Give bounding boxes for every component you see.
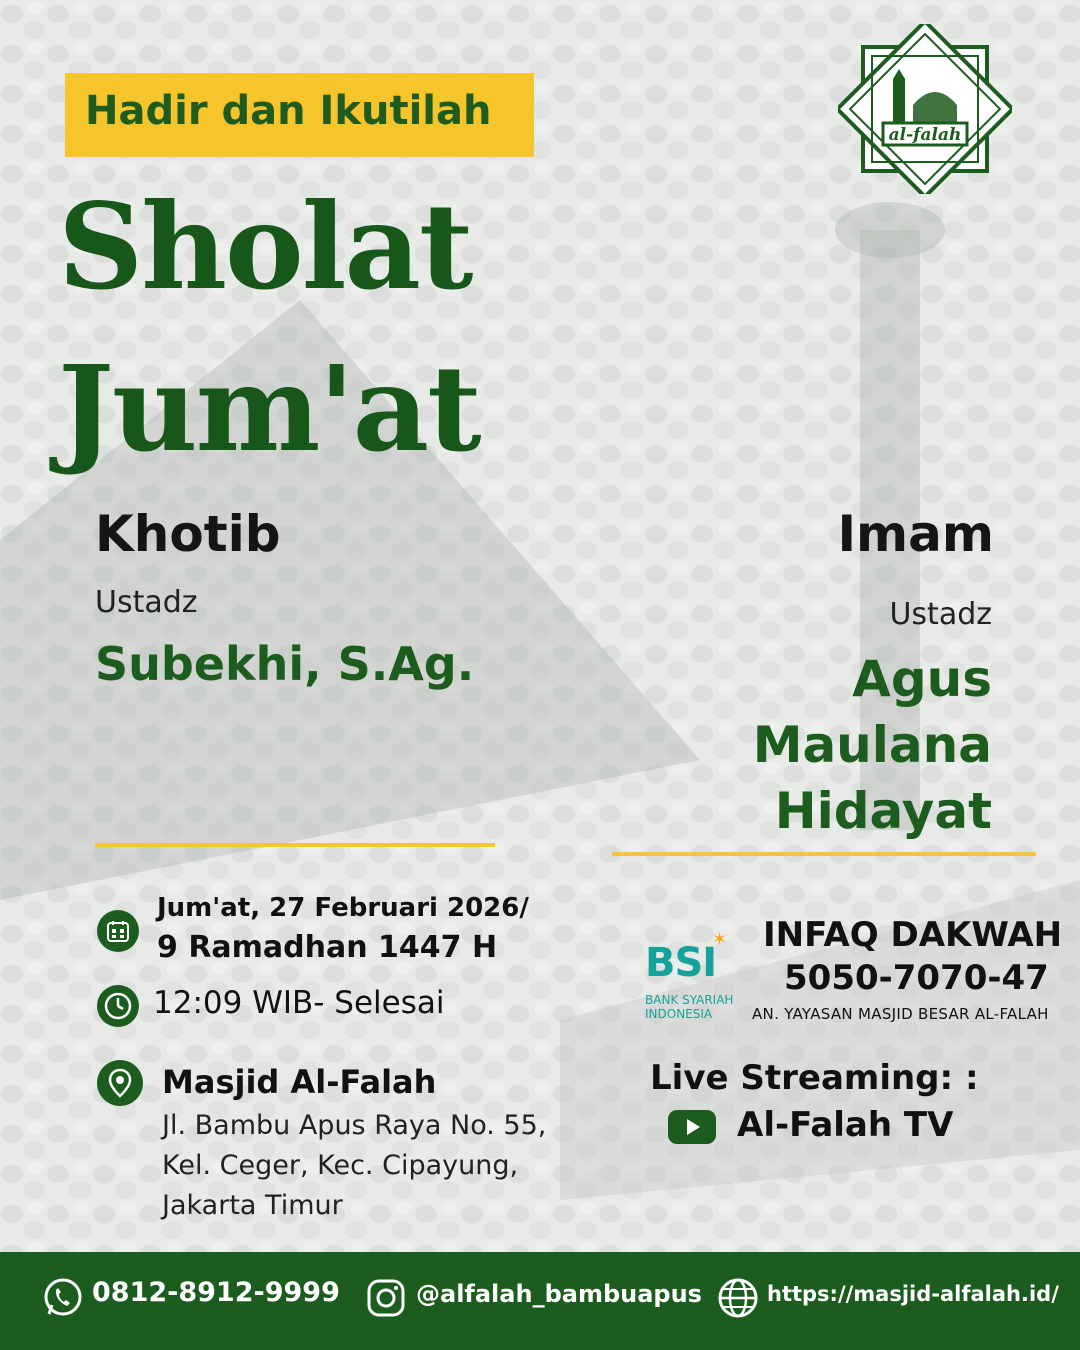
infaq-title: INFAQ DAKWAH <box>763 915 1063 955</box>
globe-icon <box>716 1276 760 1320</box>
event-time: 12:09 WIB- Selesai <box>153 985 445 1021</box>
account-number: 5050-7070-47 <box>784 958 1049 998</box>
account-holder: AN. YAYASAN MASJID BESAR AL-FALAH <box>752 1005 1049 1023</box>
bsi-logo: BSI <box>645 940 717 986</box>
venue-address-line: Kel. Ceger, Kec. Cipayung, <box>162 1150 519 1181</box>
calendar-icon <box>97 910 139 952</box>
bank-name-line: BANK SYARIAH <box>645 993 734 1007</box>
khotib-honorific: Ustadz <box>95 585 198 620</box>
clock-icon <box>97 985 139 1027</box>
venue-address-line: Jakarta Timur <box>162 1190 343 1221</box>
footer-website[interactable]: https://masjid-alfalah.id/ <box>767 1282 1059 1306</box>
venue-address-line: Jl. Bambu Apus Raya No. 55, <box>162 1110 547 1141</box>
imam-label: Imam <box>837 505 994 563</box>
event-title-line-2: Jum'at <box>58 339 480 478</box>
imam-name-line: Hidayat <box>774 782 992 840</box>
tagline: Hadir dan Ikutilah <box>85 88 492 134</box>
location-pin-icon <box>97 1060 143 1106</box>
footer-phone[interactable]: 0812-8912-9999 <box>92 1277 340 1308</box>
event-title-line-1: Sholat <box>58 177 472 316</box>
bank-name <box>645 993 755 1021</box>
imam-name <box>572 646 992 844</box>
bank-name-line: INDONESIA <box>645 1007 713 1021</box>
divider-right <box>612 852 1036 856</box>
footer-instagram[interactable]: @alfalah_bambuapus <box>416 1280 702 1308</box>
al-falah-logo <box>838 24 1012 194</box>
khotib-name: Subekhi, S.Ag. <box>95 637 475 691</box>
date-hijri: 9 Ramadhan 1447 H <box>157 930 498 965</box>
imam-name-line: Maulana <box>752 716 992 774</box>
youtube-icon <box>668 1110 716 1144</box>
date-gregorian: Jum'at, 27 Februari 2026/ <box>157 893 529 923</box>
divider-left <box>95 843 495 847</box>
imam-name-line: Agus <box>852 650 992 708</box>
star-icon: ✶ <box>712 929 728 950</box>
whatsapp-icon <box>41 1276 85 1320</box>
streaming-channel[interactable]: Al-Falah TV <box>737 1105 954 1145</box>
khotib-label: Khotib <box>95 505 281 563</box>
imam-honorific: Ustadz <box>889 597 992 632</box>
instagram-icon <box>364 1276 408 1320</box>
svg-text:al-falah: al-falah <box>888 125 962 145</box>
venue-name: Masjid Al-Falah <box>162 1063 437 1101</box>
live-streaming-label: Live Streaming: : <box>650 1058 979 1098</box>
